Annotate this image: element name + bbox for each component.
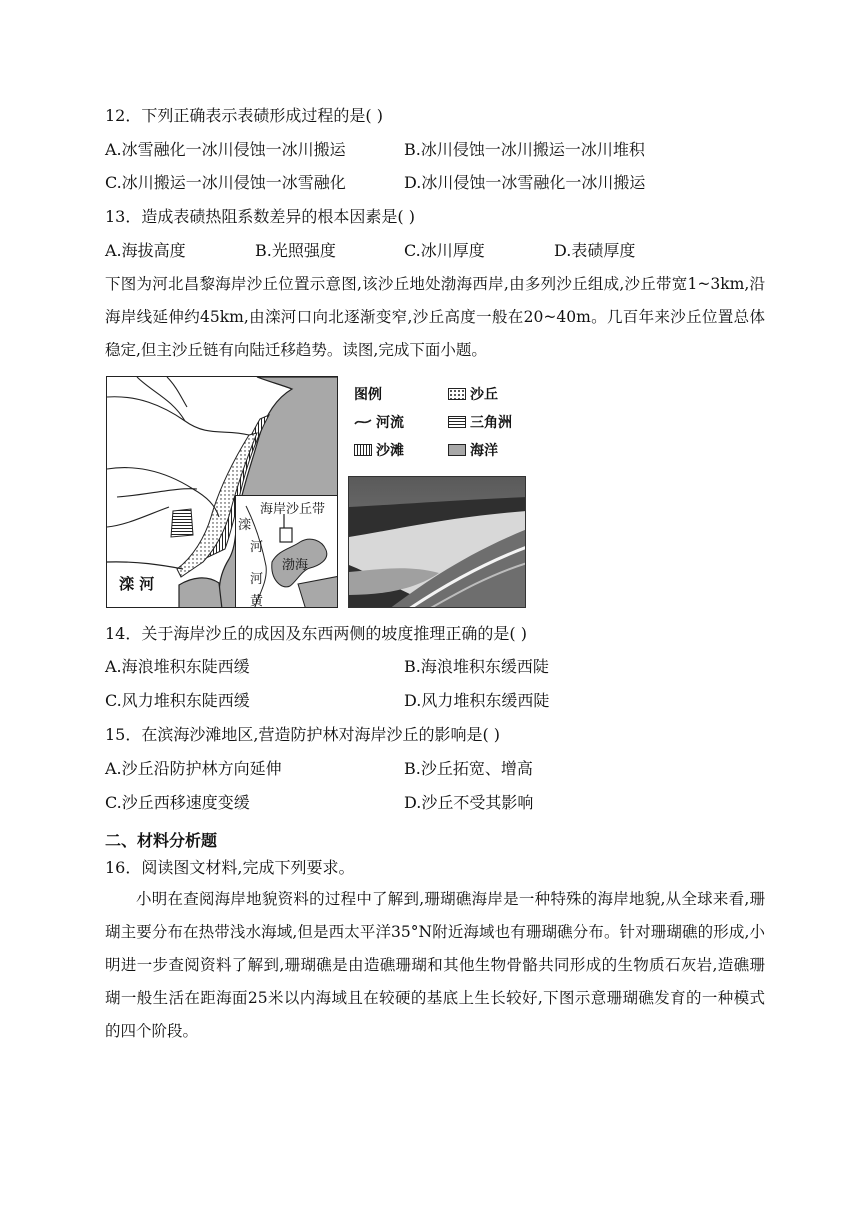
river-4: [107, 468, 193, 489]
inset-label-huang: 黄: [250, 594, 264, 608]
map-legend: [354, 384, 534, 484]
legend-item-beach: 沙滩: [354, 440, 404, 460]
question-14-option-b: B.海浪堆积东缓西陡: [404, 657, 549, 676]
sea-swatch-icon: [448, 444, 466, 456]
question-14-option-c: C.风力堆积东陡西缓: [105, 691, 250, 710]
beach-swatch-icon: [354, 444, 372, 456]
inset-dune-box: [280, 528, 292, 542]
luan-river-main: [107, 562, 183, 569]
question-15-stem: 15．在滨海沙滩地区,营造防护林对海岸沙丘的影响是( ): [105, 725, 501, 744]
inset-label-bohai: 渤海: [282, 558, 309, 573]
luan-river-label: 滦 河: [119, 575, 155, 593]
legend-item-delta: 三角洲: [448, 412, 512, 432]
question-13-option-a: A.海拔高度: [105, 241, 186, 260]
legend-item-river: 河流: [354, 412, 404, 432]
dune-swatch-icon: [448, 388, 466, 400]
bay-area: [179, 578, 222, 608]
legend-item-sea: 海洋: [448, 440, 498, 460]
inset-label-luan2: 河: [250, 540, 264, 555]
inset-label-he: 河: [250, 572, 264, 587]
question-15-option-c: C.沙丘西移速度变缓: [105, 793, 250, 812]
question-12-option-b: B.冰川侵蚀一冰川搬运一冰川堆积: [404, 140, 645, 159]
question-14-option-d: D.风力堆积东缓西陡: [404, 691, 550, 710]
aerial-dune-photo: [348, 476, 526, 608]
section-heading: 二、材料分析题: [105, 831, 218, 850]
question-12-option-d: D.冰川侵蚀一冰雪融化一冰川搬运: [404, 173, 646, 192]
river-1: [107, 397, 249, 435]
question-14-stem: 14．关于海岸沙丘的成因及东西两侧的坡度推理正确的是( ): [105, 624, 527, 643]
intro-paragraph: 下图为河北昌黎海岸沙丘位置示意图,该沙丘地处渤海西岸,由多列沙丘组成,沙丘带宽1~3km,沿海岸线延伸约45km,由滦河口向北逐渐变窄,沙丘高度一般在20~40m。几百年来沙丘位置总体稳定,但主沙丘链有向陆迁移趋势。读图,完成下面小题。: [105, 275, 765, 359]
question-13-option-d: D.表碛厚度: [554, 241, 636, 260]
question-15-option-a: A.沙丘沿防护林方向延伸: [105, 759, 282, 778]
question-16-material: 小明在查阅海岸地貌资料的过程中了解到,珊瑚礁海岸是一种特殊的海岸地貌,从全球来看,珊瑚主要分布在热带浅水海域,但是西太平洋35°N附近海域也有珊瑚礁分布。针对珊瑚礁的形成,小明进一步查阅资料了解到,珊瑚礁是由造礁珊瑚和其他生物骨骼共同形成的生物质石灰岩,造礁珊瑚一般生活在距海面25米以内海域且在较硬的基底上生长较好,下图示意珊瑚礁发育的一种模式的四个阶段。: [105, 890, 765, 1040]
legend-item-dune: 沙丘: [448, 384, 498, 404]
question-15-option-d: D.沙丘不受其影响: [404, 793, 534, 812]
river-symbol-icon: [354, 416, 372, 428]
inset-label-luan1: 滦: [238, 518, 252, 533]
question-12-option-c: C.冰川搬运一冰川侵蚀一冰雪融化: [105, 173, 346, 192]
inset-label-belt: 海岸沙丘带: [260, 502, 326, 517]
question-15-option-b: B.沙丘拓宽、增高: [404, 759, 533, 778]
coastal-dune-figure: [106, 376, 526, 608]
question-16-stem: 16．阅读图文材料,完成下列要求。: [105, 858, 355, 877]
river-2: [137, 377, 185, 421]
photo-svg: [349, 477, 526, 608]
location-map: [106, 376, 338, 608]
legend-title: 图例: [354, 387, 382, 403]
question-12-stem: 12．下列正确表示表碛形成过程的是( ): [105, 106, 383, 125]
question-13-stem: 13．造成表碛热阻系数差异的根本因素是( ): [105, 207, 415, 226]
inset-yellow-sea: [298, 576, 338, 608]
inset-map: [235, 495, 338, 608]
question-14-option-a: A.海浪堆积东陡西缓: [105, 657, 250, 676]
delta-swatch-icon: [448, 416, 466, 428]
question-12-option-a: A.冰雪融化一冰川侵蚀一冰川搬运: [105, 140, 346, 159]
question-13-option-b: B.光照强度: [255, 241, 336, 260]
question-13-option-c: C.冰川厚度: [404, 241, 485, 260]
river-5: [117, 489, 197, 497]
delta-area: [171, 509, 193, 537]
river-7: [107, 507, 169, 527]
